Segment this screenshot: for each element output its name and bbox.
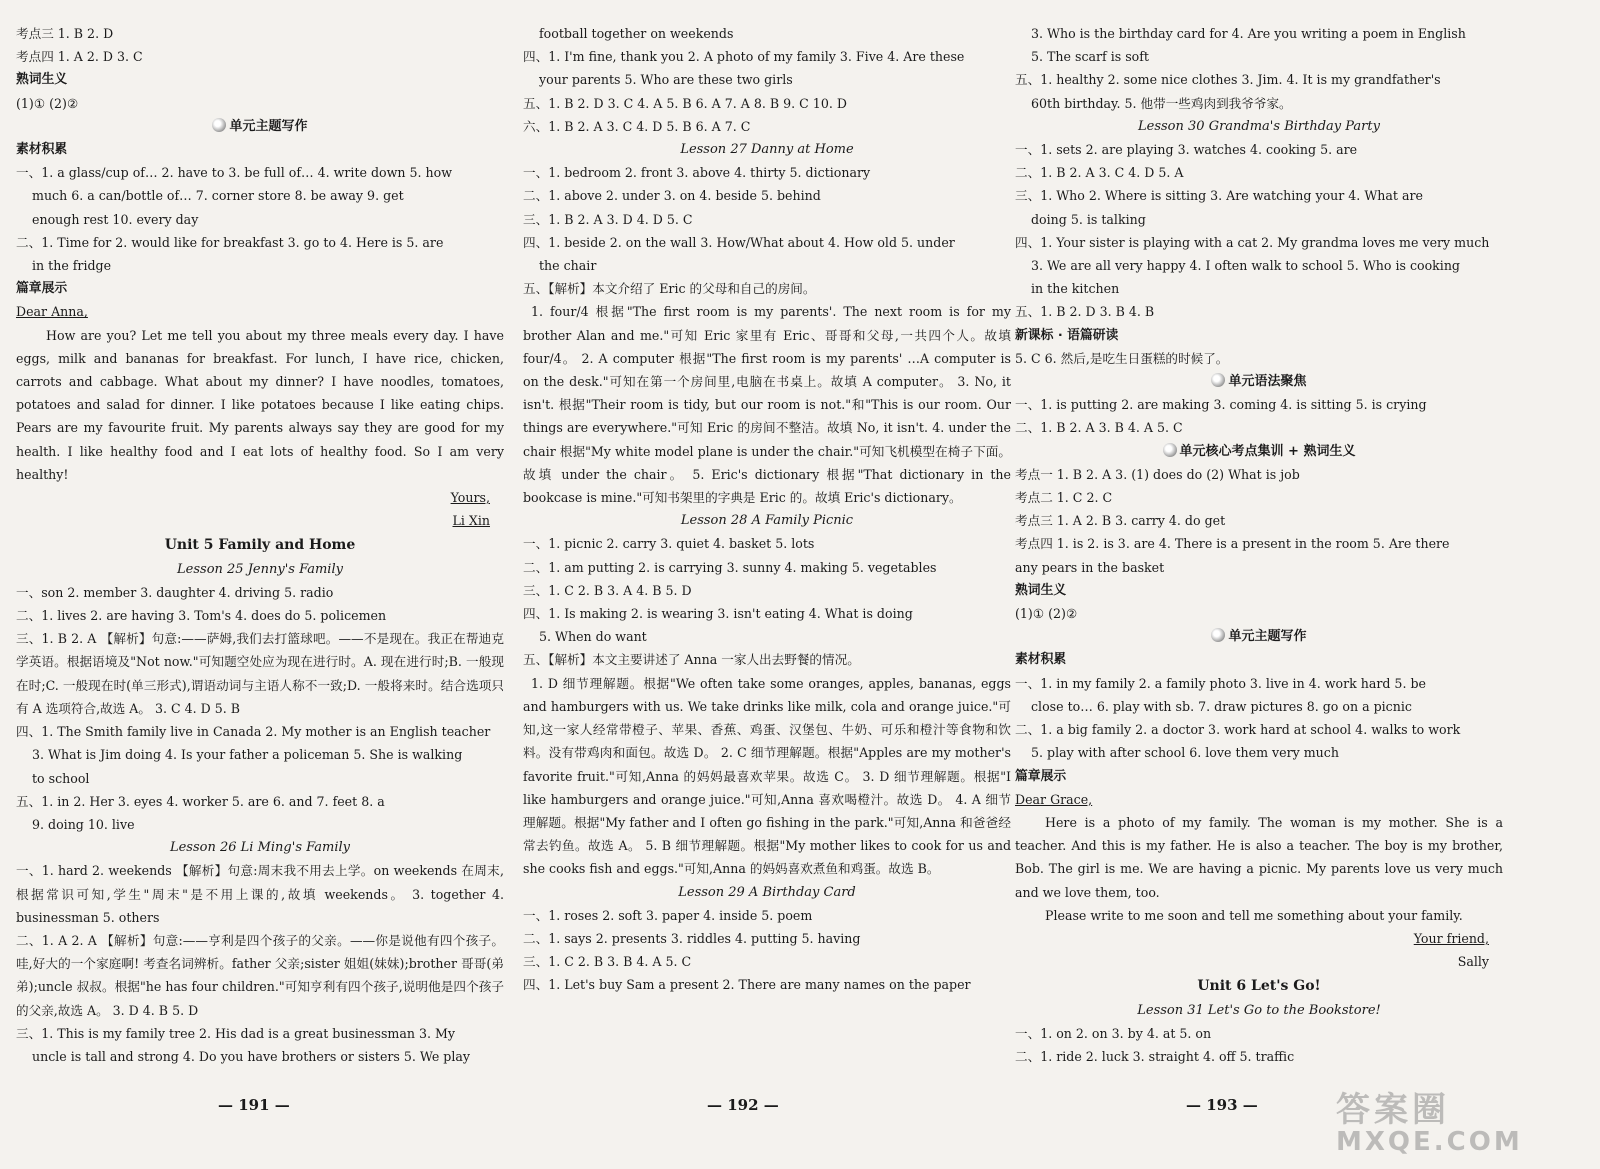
page-number-192: — 192 —	[707, 1096, 779, 1114]
section-badge-icon	[1211, 628, 1225, 642]
right-line: 考点一 1. B 2. A 3. (1) does do (2) What is job	[1015, 466, 1300, 482]
middle-line: 一、1. bedroom 2. front 3. above 4. thirty 5. dictionary	[523, 165, 871, 181]
right-line: in the kitchen	[1031, 281, 1120, 297]
right-line: 二、1. a big family 2. a doctor 3. work hard at school 4. walks to work	[1015, 722, 1461, 738]
middle-column	[523, 22, 1011, 997]
watermark-text-bottom: MXQE.COM	[1336, 1127, 1523, 1157]
middle-line: 三、1. C 2. B 3. A 4. B 5. D	[523, 582, 692, 598]
left-line: 四、1. The Smith family live in Canada 2. My mother is an English teacher	[16, 724, 491, 740]
right-line: 考点二 1. C 2. C	[1015, 490, 1113, 506]
right-line: 一、1. on 2. on 3. by 4. at 5. on	[1015, 1025, 1212, 1041]
middle-line: 四、1. Let's buy Sam a present 2. There are many names on the paper	[523, 977, 971, 993]
right-line	[1015, 370, 1503, 393]
right-line: 一、1. in my family 2. a family photo 3. live in 4. work hard 5. be	[1015, 675, 1426, 691]
left-line: 一、son 2. member 3. daughter 4. driving 5. radio	[16, 584, 334, 600]
right-line: 考点三 1. A 2. B 3. carry 4. do get	[1015, 513, 1226, 529]
middle-line: football together on weekends	[539, 26, 734, 41]
page-number-193: — 193 —	[1186, 1096, 1258, 1114]
section-badge-icon	[1211, 373, 1225, 387]
middle-line: 五、1. B 2. D 3. C 4. A 5. B 6. A 7. A 8. B 9. C 10. D	[523, 95, 847, 111]
right-line: 新课标 · 语篇研读	[1015, 327, 1119, 343]
section-banner-label: 单元主题写作	[229, 118, 308, 134]
watermark-logo	[1336, 1082, 1576, 1162]
left-line: 9. doing 10. live	[32, 816, 135, 832]
middle-line: 1. D 细节理解题。根据"We often take some oranges, apples, bananas, eggs and hamburgers with us. We take drinks like milk, cola and orange juice."可知,这一家人经常带橙子、苹果、香蕉、鸡蛋、汉堡包、牛奶、可乐和橙汁等食物和饮料。没有带鸡肉和面包。故选 D。 2. C 细节理解题。根据"Apples are my mother's favorite fruit."可知,Anna 的妈妈最喜欢苹果。故选 C。 3. D 细节理解题。根据"I like hamburgers and orange juice."可知,Anna 喜欢喝橙汁。故选 D。 4. A 细节理解题。根据"My father and I often go fishing in the park."可知,Anna 和爸爸经常去钓鱼。故选 A。 5. B 细节理解题。根据"My mother likes to cook for us and she cooks fish and eggs."可知,Anna 的妈妈喜欢煮鱼和鸡蛋。故选 B。	[523, 675, 1011, 877]
right-line: 五、1. B 2. D 3. B 4. B	[1015, 304, 1155, 320]
right-line: any pears in the basket	[1015, 559, 1165, 575]
right-line: Sally	[1457, 954, 1489, 970]
right-line: (1)① (2)②	[1015, 606, 1078, 622]
right-line: 3. We are all very happy 4. I often walk to school 5. Who is cooking	[1031, 258, 1460, 274]
right-line: Here is a photo of my family. The woman is my mother. She is a teacher. And this is my father. He is also a teacher. The boy is my brother, Bob. The girl is me. We are having a picnic. My parents love us very much and we love them, too.	[1015, 814, 1503, 900]
left-line: Lesson 25 Jenny's Family	[177, 561, 343, 577]
left-line: 三、1. This is my family tree 2. His dad is a great businessman 3. My	[16, 1025, 456, 1041]
right-line: 素材积累	[1015, 652, 1067, 668]
right-line: Lesson 31 Let's Go to the Bookstore!	[1137, 1002, 1381, 1018]
left-line: Dear Anna,	[16, 304, 88, 320]
right-line: Your friend,	[1413, 930, 1489, 946]
middle-line: 二、1. am putting 2. is carrying 3. sunny 4. making 5. vegetables	[523, 559, 937, 575]
right-line: Please write to me soon and tell me something about your family.	[1045, 907, 1463, 923]
middle-line: 三、1. B 2. A 3. D 4. D 5. C	[523, 211, 693, 227]
right-line: 二、1. ride 2. luck 3. straight 4. off 5. traffic	[1015, 1048, 1295, 1064]
middle-line: the chair	[539, 258, 597, 274]
middle-line: 5. When do want	[539, 629, 647, 645]
middle-line: 五、【解析】本文主要讲述了 Anna 一家人出去野餐的情况。	[523, 652, 860, 668]
middle-line: 1. four/4 根据"The first room is my parents'. The next room is for my brother Alan and me."可知 Eric 家里有 Eric、哥哥和父母,一共四个人。故填 four/4。 2. A computer 根据"The first room is my parents' …A computer is on the desk."可知在第一个房间里,电脑在书桌上。故填 A computer。 3. No, it isn't. 根据"Their room is tidy, but our room is not."和"This is our room. Our things are everywhere."可知 Eric 的房间不整洁。故填 No, it isn't. 4. under the chair 根据"My white model plane is under the chair."可知飞机模型在椅子下面。故填 under the chair。 5. Eric's dictionary 根据"That dictionary in the bookcase is mine."可知书架里的字典是 Eric 的。故填 Eric's dictionary。	[523, 304, 1011, 506]
section-banner-label: 单元语法聚焦	[1228, 374, 1307, 390]
left-line: in the fridge	[32, 258, 112, 274]
left-line: much 6. a can/bottle of… 7. corner store 8. be away 9. get	[32, 188, 404, 204]
left-column	[16, 22, 504, 1068]
section-banner-label: 单元主题写作	[1228, 629, 1307, 645]
right-line: 三、1. Who 2. Where is sitting 3. Are watching your 4. What are	[1015, 188, 1423, 204]
left-line: 素材积累	[16, 142, 68, 158]
watermark-text-top: 答案圈	[1336, 1090, 1450, 1130]
left-line: 考点三 1. B 2. D	[16, 26, 114, 41]
left-line: 一、1. a glass/cup of… 2. have to 3. be full of… 4. write down 5. how	[16, 165, 453, 181]
right-line: close to… 6. play with sb. 7. draw pictures 8. go on a picnic	[1031, 698, 1412, 714]
middle-line: 二、1. above 2. under 3. on 4. beside 5. behind	[523, 188, 821, 204]
right-column	[1015, 22, 1503, 1068]
middle-line: Lesson 29 A Birthday Card	[678, 884, 856, 900]
right-line: 5. C 6. 然后,是吃生日蛋糕的时候了。	[1015, 350, 1229, 366]
right-line: 篇章展示	[1015, 768, 1067, 784]
middle-line: Lesson 27 Danny at Home	[680, 142, 854, 158]
right-line	[1015, 440, 1503, 463]
middle-line: 四、1. I'm fine, thank you 2. A photo of my family 3. Five 4. Are these	[523, 49, 965, 65]
left-line: 二、1. A 2. A 【解析】句意:——亨利是四个孩子的父亲。——你是说他有四个孩子。哇,好大的一个家庭啊! 考查名词辨析。father 父亲;sister 姐姐(妹妹);brother 哥哥(弟弟);uncle 叔叔。根据"he has four children."可知亨利有四个孩子,说明他是四个孩子的父亲,故选 A。 3. D 4. B 5. D	[16, 932, 504, 1018]
left-line: 考点四 1. A 2. D 3. C	[16, 49, 143, 65]
left-line: Lesson 26 Li Ming's Family	[169, 840, 350, 856]
right-line: 5. The scarf is soft	[1031, 49, 1149, 65]
left-line: 三、1. B 2. A 【解析】句意:——萨姆,我们去打篮球吧。——不是现在。我正在帮迪克学英语。根据语境及"Not now."可知题空处应为现在进行时。A. 现在进行时;B. 一般现在时;C. 一般现在时(单三形式),谓语动词与主语人称不一致;D. 一般将来时。结合选项只有 A 选项符合,故选 A。 3. C 4. D 5. B	[16, 631, 504, 716]
right-line: 二、1. B 2. A 3. B 4. A 5. C	[1015, 420, 1183, 436]
left-line: 二、1. lives 2. are having 3. Tom's 4. does do 5. policemen	[16, 608, 387, 624]
left-line	[16, 115, 504, 138]
left-line: (1)① (2)②	[16, 95, 79, 111]
section-badge-icon	[1163, 443, 1177, 457]
section-banner-label: 单元核心考点集训 + 熟词生义	[1179, 443, 1356, 459]
middle-line: 五、【解析】本文介绍了 Eric 的父母和自己的房间。	[523, 281, 816, 297]
right-line: 熟词生义	[1015, 582, 1067, 598]
left-line: 3. What is Jim doing 4. Is your father a policeman 5. She is walking	[32, 747, 463, 763]
middle-line: 三、1. C 2. B 3. B 4. A 5. C	[523, 954, 692, 970]
right-line: 二、1. B 2. A 3. C 4. D 5. A	[1015, 165, 1184, 181]
left-line: How are you? Let me tell you about my three meals every day. I have eggs, milk and bananas for breakfast. For lunch, I have rice, chicken, carrots and cabbage. What about my dinner? I have noodles, tomatoes, potatoes and salad for dinner. I like potatoes because I like eating chips. Pears are my favourite fruit. My parents always say they are good for my health. I like healthy food and I eat lots of healthy food. So I am very healthy!	[16, 327, 504, 482]
right-line: 60th birthday. 5. 他带一些鸡肉到我爷爷家。	[1031, 95, 1292, 111]
middle-line: 四、1. beside 2. on the wall 3. How/What about 4. How old 5. under	[523, 234, 955, 250]
page-number-191: — 191 —	[218, 1096, 290, 1114]
left-line: 一、1. hard 2. weekends 【解析】句意:周末我不用去上学。on weekends 在周末,根据常识可知,学生"周末"是不用上课的,故填 weekends。 3. together 4. businessman 5. others	[16, 863, 504, 925]
right-line: 考点四 1. is 2. is 3. are 4. There is a present in the room 5. Are there	[1015, 536, 1450, 552]
right-line: 五、1. healthy 2. some nice clothes 3. Jim. 4. It is my grandfather's	[1015, 72, 1441, 88]
left-line: 篇章展示	[16, 281, 68, 297]
left-line: Yours,	[450, 490, 490, 506]
left-line: enough rest 10. every day	[32, 211, 199, 227]
left-line: 熟词生义	[16, 72, 68, 88]
left-line: 二、1. Time for 2. would like for breakfast 3. go to 4. Here is 5. are	[16, 234, 444, 250]
middle-line: 二、1. says 2. presents 3. riddles 4. putting 5. having	[523, 930, 861, 946]
left-line: uncle is tall and strong 4. Do you have brothers or sisters 5. We play	[32, 1048, 471, 1064]
right-line: Unit 6 Let's Go!	[1197, 978, 1321, 995]
left-line: Unit 5 Family and Home	[164, 537, 356, 554]
right-line: doing 5. is talking	[1031, 211, 1146, 227]
middle-line: 六、1. B 2. A 3. C 4. D 5. B 6. A 7. C	[523, 118, 751, 134]
middle-line: your parents 5. Who are these two girls	[539, 72, 793, 88]
middle-line: 一、1. picnic 2. carry 3. quiet 4. basket 5. lots	[523, 536, 815, 552]
left-line: Li Xin	[452, 513, 490, 529]
right-line: 3. Who is the birthday card for 4. Are you writing a poem in English	[1031, 26, 1466, 41]
left-line: to school	[32, 770, 90, 786]
right-line	[1015, 625, 1503, 648]
right-line: 四、1. Your sister is playing with a cat 2. My grandma loves me very much	[1015, 234, 1490, 250]
right-line: 一、1. is putting 2. are making 3. coming 4. is sitting 5. is crying	[1015, 397, 1427, 413]
left-line: 五、1. in 2. Her 3. eyes 4. worker 5. are 6. and 7. feet 8. a	[16, 793, 385, 809]
middle-line: Lesson 28 A Family Picnic	[680, 513, 854, 529]
right-line: 5. play with after school 6. love them very much	[1031, 745, 1339, 761]
right-line: 一、1. sets 2. are playing 3. watches 4. cooking 5. are	[1015, 142, 1358, 158]
section-badge-icon	[212, 118, 226, 132]
middle-line: 四、1. Is making 2. is wearing 3. isn't eating 4. What is doing	[523, 606, 913, 622]
middle-line: 一、1. roses 2. soft 3. paper 4. inside 5. poem	[523, 907, 813, 923]
right-line: Dear Grace,	[1015, 791, 1093, 807]
right-line: Lesson 30 Grandma's Birthday Party	[1138, 118, 1380, 134]
